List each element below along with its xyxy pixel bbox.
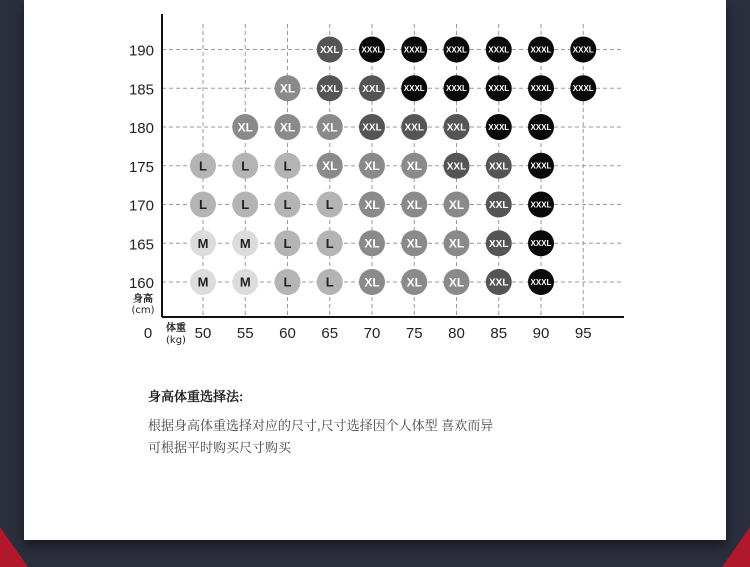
x-tick-label: 55 [236,325,254,342]
size-point-label: XL [406,275,422,290]
size-point-label: XXL [489,238,509,250]
size-point-label: XXXL [572,45,594,55]
size-point-label: XXXL [403,45,425,55]
size-point-label: XL [279,81,296,96]
size-point-label: M [197,235,209,251]
origin-label: 0 [143,325,153,342]
x-tick-label: 65 [321,325,339,342]
x-tick-label: 50 [194,325,212,342]
size-point-label: XL [364,197,380,212]
y-unit-label: 身高 [133,294,153,305]
size-notes [148,386,493,459]
size-point-label: L [241,197,250,213]
size-point-label: L [325,197,334,213]
size-point-label: L [283,235,292,251]
size-point-label: XL [322,159,338,174]
size-point-label: XL [448,236,465,251]
x-tick-label: 70 [363,325,381,342]
size-point-label: L [283,158,292,174]
size-point-label: XXXL [530,122,552,132]
size-point-label: XXL [362,122,382,134]
size-point-label: XL [364,236,380,251]
y-tick-label: 165 [128,236,154,254]
x-tick-label: 60 [279,325,296,342]
size-point-label: XL [448,275,465,290]
x-unit-label: (kg) [166,335,186,346]
size-point-label: XXXL [488,84,510,94]
size-point-label: M [239,235,251,251]
x-tick-label: 75 [405,325,423,342]
size-point-label: XXXL [530,161,552,171]
size-point-label: XL [406,159,422,174]
y-tick-label: 190 [128,42,154,60]
size-point-label: XL [322,120,338,135]
size-point-label: XXL [489,200,509,212]
y-tick-label: 180 [128,120,154,137]
y-tick-label: 175 [128,158,154,176]
corner-decoration-right [722,527,750,567]
x-tick-label: 80 [448,325,465,342]
notes-title: 身高体重选择法: [148,389,244,404]
size-point-label: XXL [446,161,467,173]
size-point-label: XXL [320,83,340,95]
size-point-label: L [325,274,334,290]
size-point-label: XXXL [403,84,425,94]
size-point-label: XXXL [530,239,552,249]
size-point-label: XL [406,197,422,212]
size-point-label: XL [364,275,380,290]
size-point-label: XXXL [446,84,467,94]
y-tick-label: 170 [128,197,154,215]
size-point-label: XL [406,236,422,251]
notes-line-1: 根据身高体重选择对应的尺寸,尺寸选择因个人体型 喜欢而异 [148,418,494,433]
size-point-label: XXXL [530,277,552,287]
notes-line-2: 可根据平时购买尺寸购买 [148,440,292,455]
size-point-label: XXL [320,45,340,57]
size-point-label: XXXL [530,84,552,94]
size-chart [24,0,726,370]
size-point-label: L [325,235,334,251]
size-point-label: XXXL [488,122,510,132]
size-point-label: XXXL [530,200,552,210]
size-point-label: XL [279,120,296,135]
size-chart-card [24,0,726,540]
size-point-label: XXXL [361,45,383,55]
size-point-label: XL [364,159,380,174]
size-point-label: XXXL [446,45,467,55]
size-point-label: XL [237,120,253,135]
size-point-label: XXL [404,122,424,134]
size-point-label: L [199,158,207,174]
size-point-label: XXXL [488,45,510,55]
size-point-label: L [241,158,250,174]
y-tick-label: 160 [128,275,154,292]
x-tick-label: 90 [532,325,550,342]
size-point-label: M [239,274,251,290]
size-point-label: L [199,197,207,213]
y-tick-label: 185 [128,81,154,99]
x-tick-label: 85 [490,325,508,342]
size-point-label: L [283,274,292,290]
size-point-label: XXL [489,161,509,173]
x-tick-label: 95 [574,325,592,342]
size-point-label: XL [448,197,465,212]
size-point-label: XXL [489,277,509,289]
size-point-label: L [283,197,292,213]
y-unit-label: (cm) [131,305,155,316]
size-point-label: M [197,274,209,290]
x-unit-label: 体重 [166,323,186,334]
size-point-label: XXXL [572,84,594,94]
size-point-label: XXXL [530,45,552,55]
size-point-label: XXL [446,122,467,134]
size-point-label: XXL [362,83,382,95]
